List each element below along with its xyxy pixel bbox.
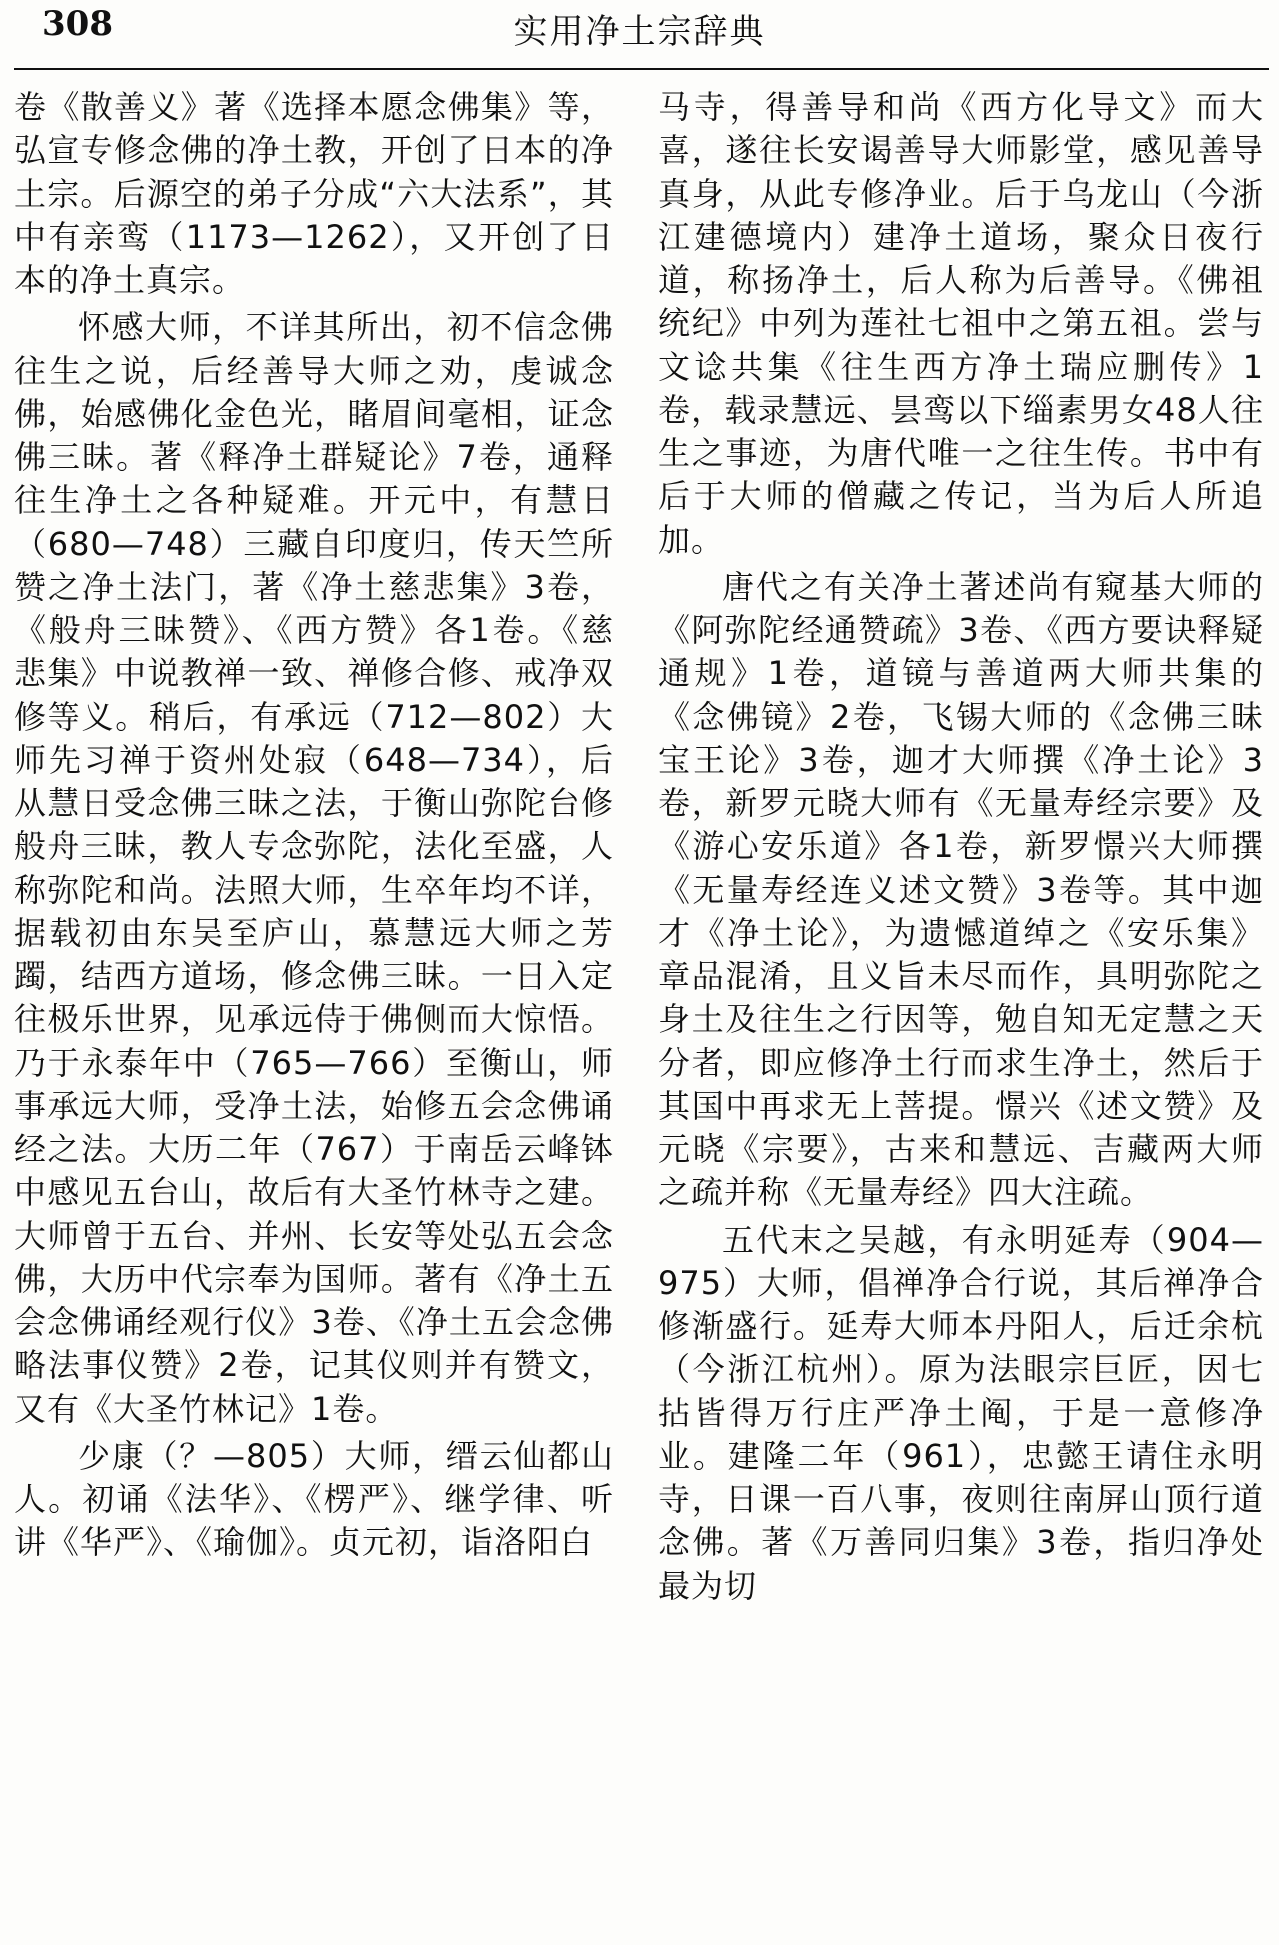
header-divider — [14, 68, 1269, 70]
left-text-column — [14, 86, 614, 1936]
paragraph-shaokang: 少康（？—805）大师，缙云仙都山人。初诵《法华》、《楞严》、继学律、听讲《华严》、《瑜伽》。贞元初，诣洛阳白 — [14, 1436, 614, 1562]
paragraph-continuation: 马寺，得善导和尚《西方化导文》而大喜，遂往长安谒善导大师影堂，感见善导真身，从此专修净业。后于乌龙山（今浙江建德境内）建净土道场，聚众日夜行道，称扬净土，后人称为后善导。《佛祖统纪》中列为莲社七祖中之第五祖。尝与文谂共集《往生西方净土瑞应删传》1卷，载录慧远、昙鸾以下缁素男女48人往生之事迹，为唐代唯一之往生传。书中有后于大师的僧藏之传记，当为后人所追加。 — [658, 88, 1264, 559]
paragraph-tang-works: 唐代之有关净土著述尚有窥基大师的《阿弥陀经通赞疏》3卷、《西方要诀释疑通规》1卷，道镜与善道两大师共集的《念佛镜》2卷，飞锡大师的《念佛三昧宝王论》3卷，迦才大师撰《净土论》3卷，新罗元晓大师有《无量寿经宗要》及《游心安乐道》各1卷，新罗憬兴大师撰《无量寿经连义述文赞》3卷等。其中迦才《净土论》，为遗憾道绰之《安乐集》章品混淆，且义旨未尽而作，具明弥陀之身土及往生之行因等，勉自知无定慧之天分者，即应修净土行而求生净土，然后于其国中再求无上菩提。憬兴《述文赞》及元晓《宗要》，古来和慧远、吉藏两大师之疏并称《无量寿经》四大注疏。 — [658, 567, 1264, 1212]
right-text-column — [658, 86, 1264, 1936]
running-title: 实用净土宗辞典 — [513, 12, 766, 52]
paragraph-huaigan: 怀感大师，不详其所出，初不信念佛往生之说，后经善导大师之劝，虔诚念佛，始感佛化金色光，睹眉间毫相，证念佛三昧。著《释净土群疑论》7卷，通释往生净土之各种疑难。开元中，有慧日（680—748）三藏自印度归，传天竺所赞之净土法门，著《净土慈悲集》3卷，《般舟三昧赞》、《西方赞》各1卷。《慈悲集》中说教禅一致、禅修合修、戒净双修等义。稍后，有承远（712—802）大师先习禅于资州处寂（648—734），后从慧日受念佛三昧之法，于衡山弥陀台修般舟三昧，教人专念弥陀，法化至盛，人称弥陀和尚。法照大师，生卒年均不详，据载初由东吴至庐山，慕慧远大师之芳躅，结西方道场，修念佛三昧。一日入定往极乐世界，见承远侍于佛侧而大惊悟。乃于永泰年中（765—766）至衡山，师事承远大师，受净土法，始修五会念佛诵经之法。大历二年（767）于南岳云峰钵中感见五台山，故后有大圣竹林寺之建。大师曾于五台、并州、长安等处弘五会念佛，大历中代宗奉为国师。著有《净土五会念佛诵经观行仪》3卷、《净土五会念佛略法事仪赞》2卷，记其仪则并有赞文，又有《大圣竹林记》1卷。 — [14, 308, 614, 1428]
paragraph-continuation: 卷《散善义》著《选择本愿念佛集》等，弘宣专修念佛的净土教，开创了日本的净土宗。后源空的弟子分成“六大法系”，其中有亲鸾（1173—1262），又开创了日本的净土真宗。 — [14, 88, 614, 299]
page-number: 308 — [42, 4, 113, 44]
paragraph-yanshou: 五代末之吴越，有永明延寿（904—975）大师，倡禅净合行说，其后禅净合修渐盛行。延寿大师本丹阳人，后迁余杭（今浙江杭州）。原为法眼宗巨匠，因七拈皆得万行庄严净土阄，于是一意修净业。建隆二年（961），忠懿王请住永明寺，日课一百八事，夜则往南屏山顶行道念佛。著《万善同归集》3卷，指归净处最为切 — [658, 1220, 1264, 1605]
